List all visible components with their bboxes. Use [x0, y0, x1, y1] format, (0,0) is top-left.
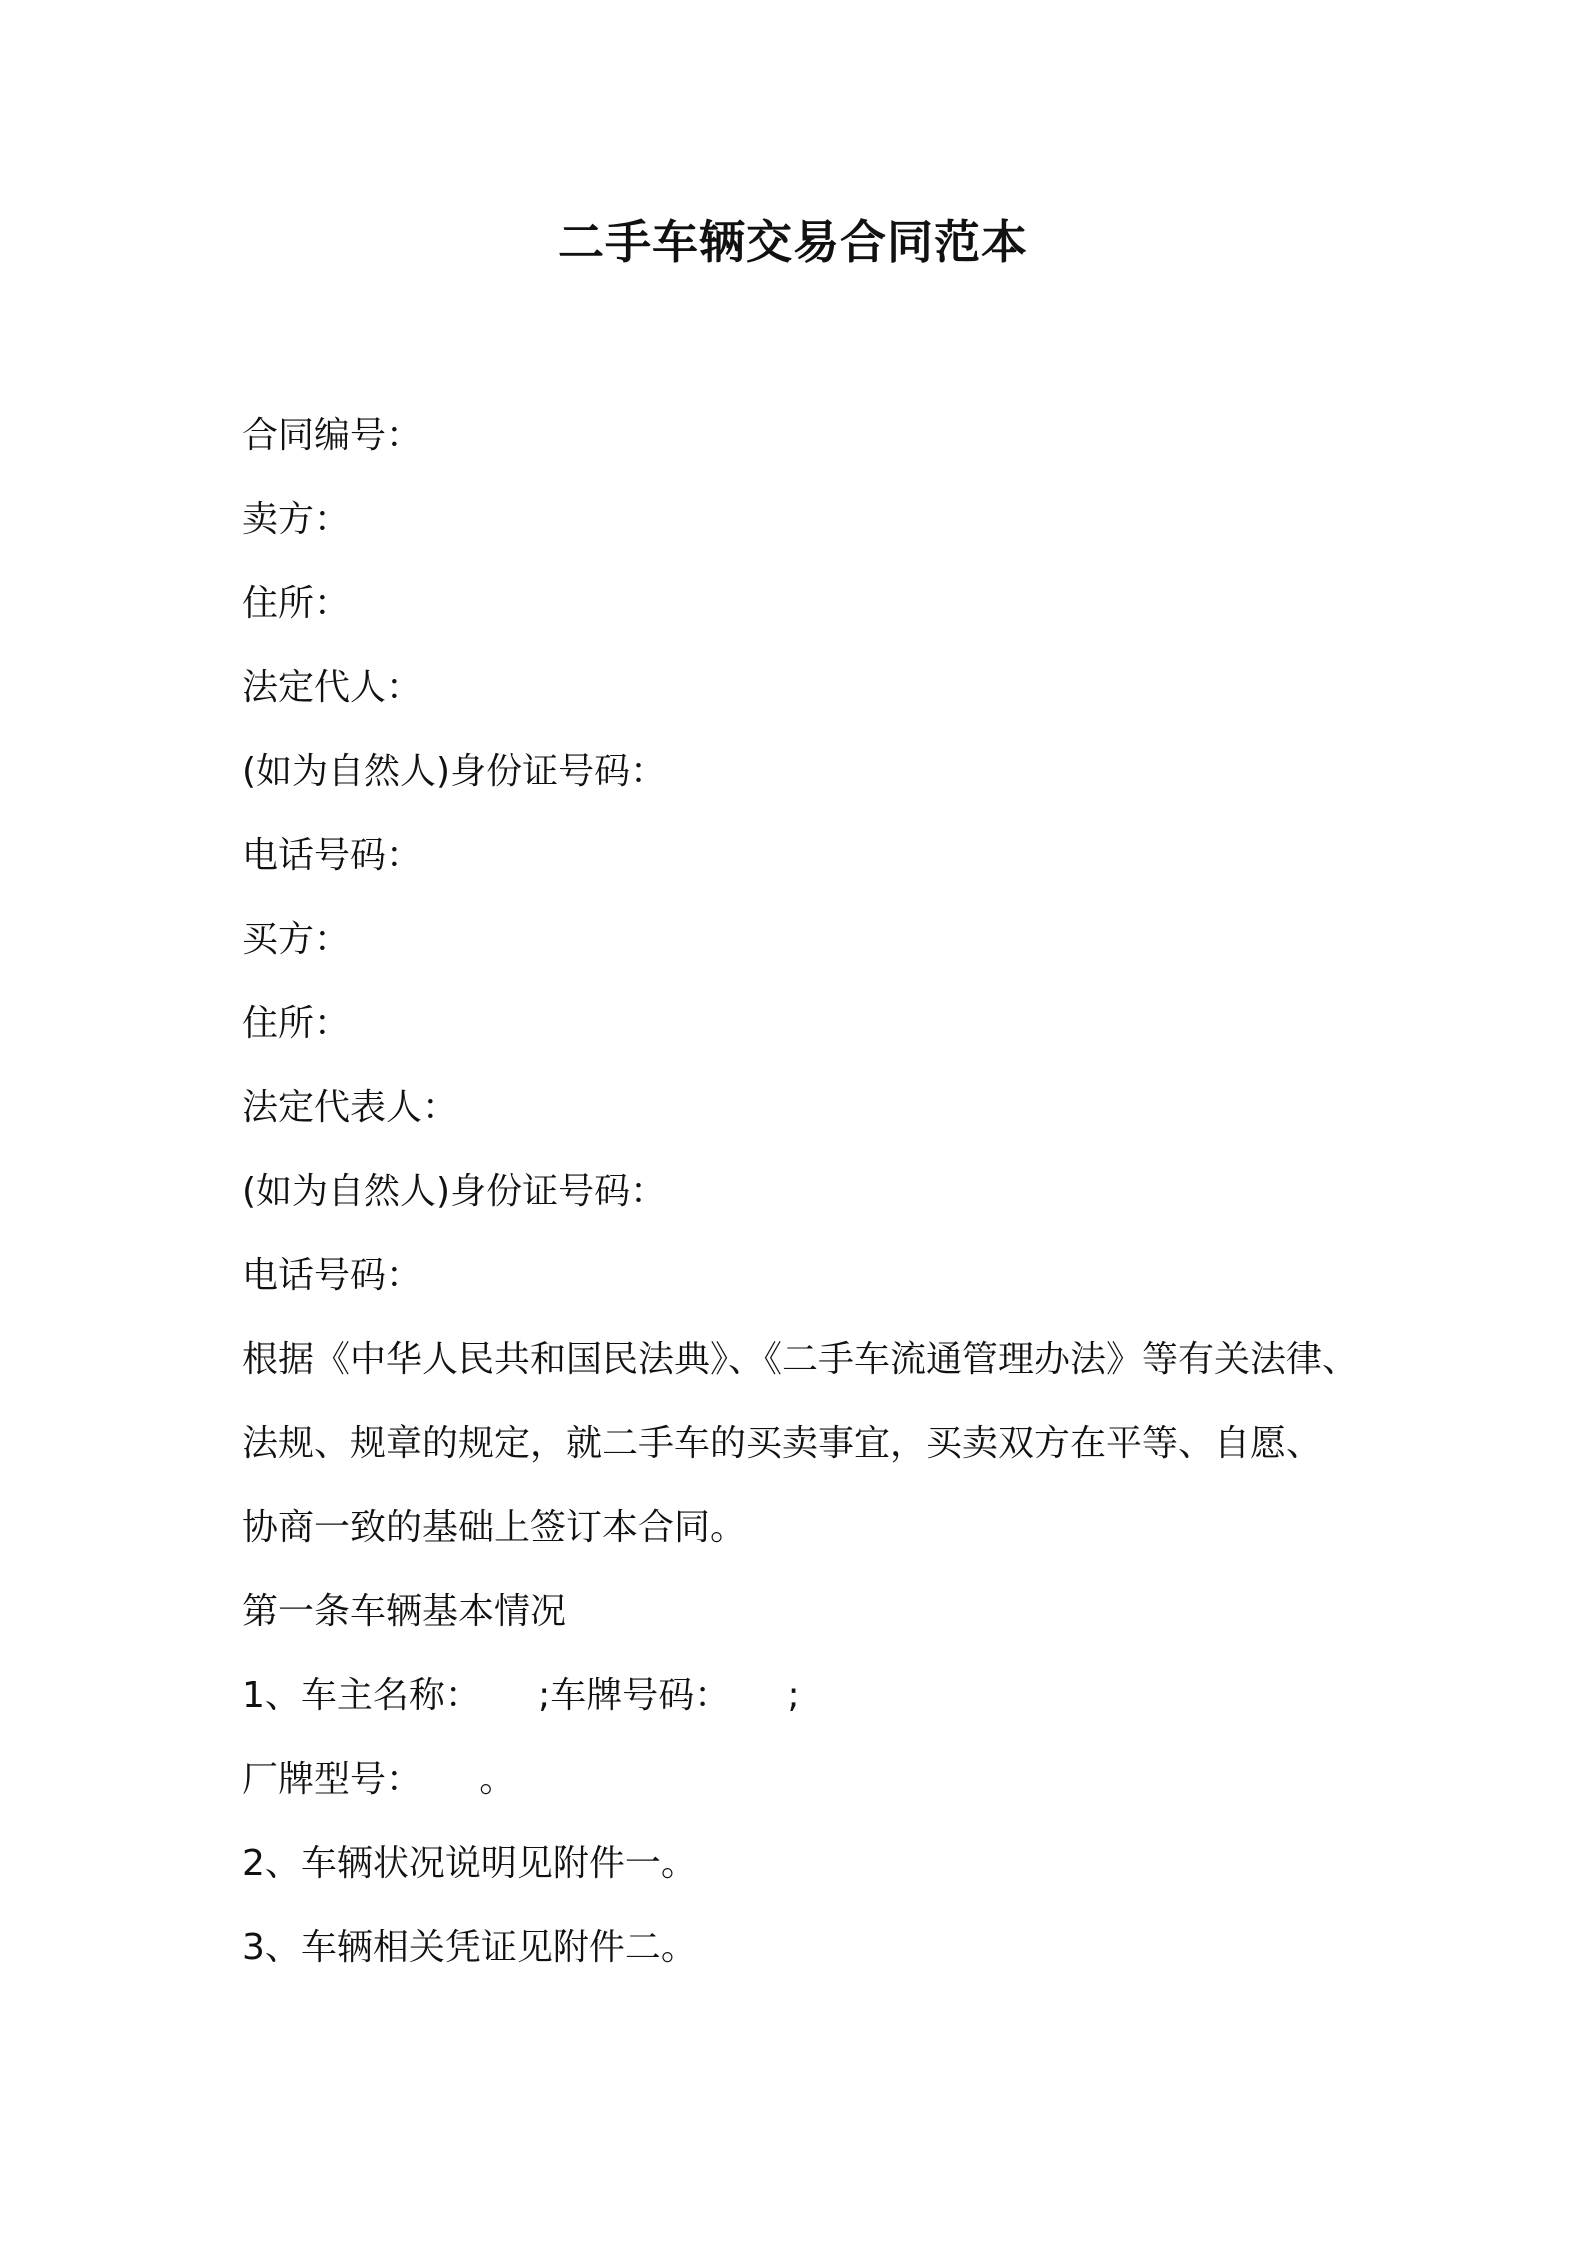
buyer-line: 买方： — [242, 919, 351, 960]
preamble-line: 协商一致的基础上签订本合同。 — [242, 1507, 747, 1548]
vehicle-owner-plate-line: 1、车主名称： ;车牌号码： ; — [242, 1675, 800, 1716]
article-heading: 第一条车辆基本情况 — [242, 1591, 567, 1632]
buyer-address-line: 住所： — [242, 1003, 351, 1044]
buyer-phone-line: 电话号码： — [242, 1255, 423, 1296]
seller-id-number-line: (如为自然人)身份证号码： — [242, 751, 667, 792]
document-body — [242, 408, 1382, 2004]
vehicle-condition-line: 2、车辆状况说明见附件一。 — [242, 1843, 697, 1884]
seller-phone-line: 电话号码： — [242, 835, 423, 876]
seller-legal-rep-line: 法定代人： — [242, 667, 423, 708]
buyer-legal-rep-line: 法定代表人： — [242, 1087, 459, 1128]
vehicle-documents-line: 3、车辆相关凭证见附件二。 — [242, 1927, 697, 1968]
document-title: 二手车辆交易合同范本 — [558, 215, 1028, 269]
preamble-line: 法规、规章的规定，就二手车的买卖事宜，买卖双方在平等、自愿、 — [242, 1423, 1323, 1464]
contract-number-line: 合同编号： — [242, 415, 423, 456]
buyer-id-number-line: (如为自然人)身份证号码： — [242, 1171, 667, 1212]
preamble-line: 根据《中华人民共和国民法典》、《二手车流通管理办法》等有关法律、 — [242, 1339, 1359, 1380]
vehicle-model-line: 厂牌型号： 。 — [242, 1759, 516, 1800]
seller-address-line: 住所： — [242, 583, 351, 624]
seller-line: 卖方： — [242, 499, 351, 540]
